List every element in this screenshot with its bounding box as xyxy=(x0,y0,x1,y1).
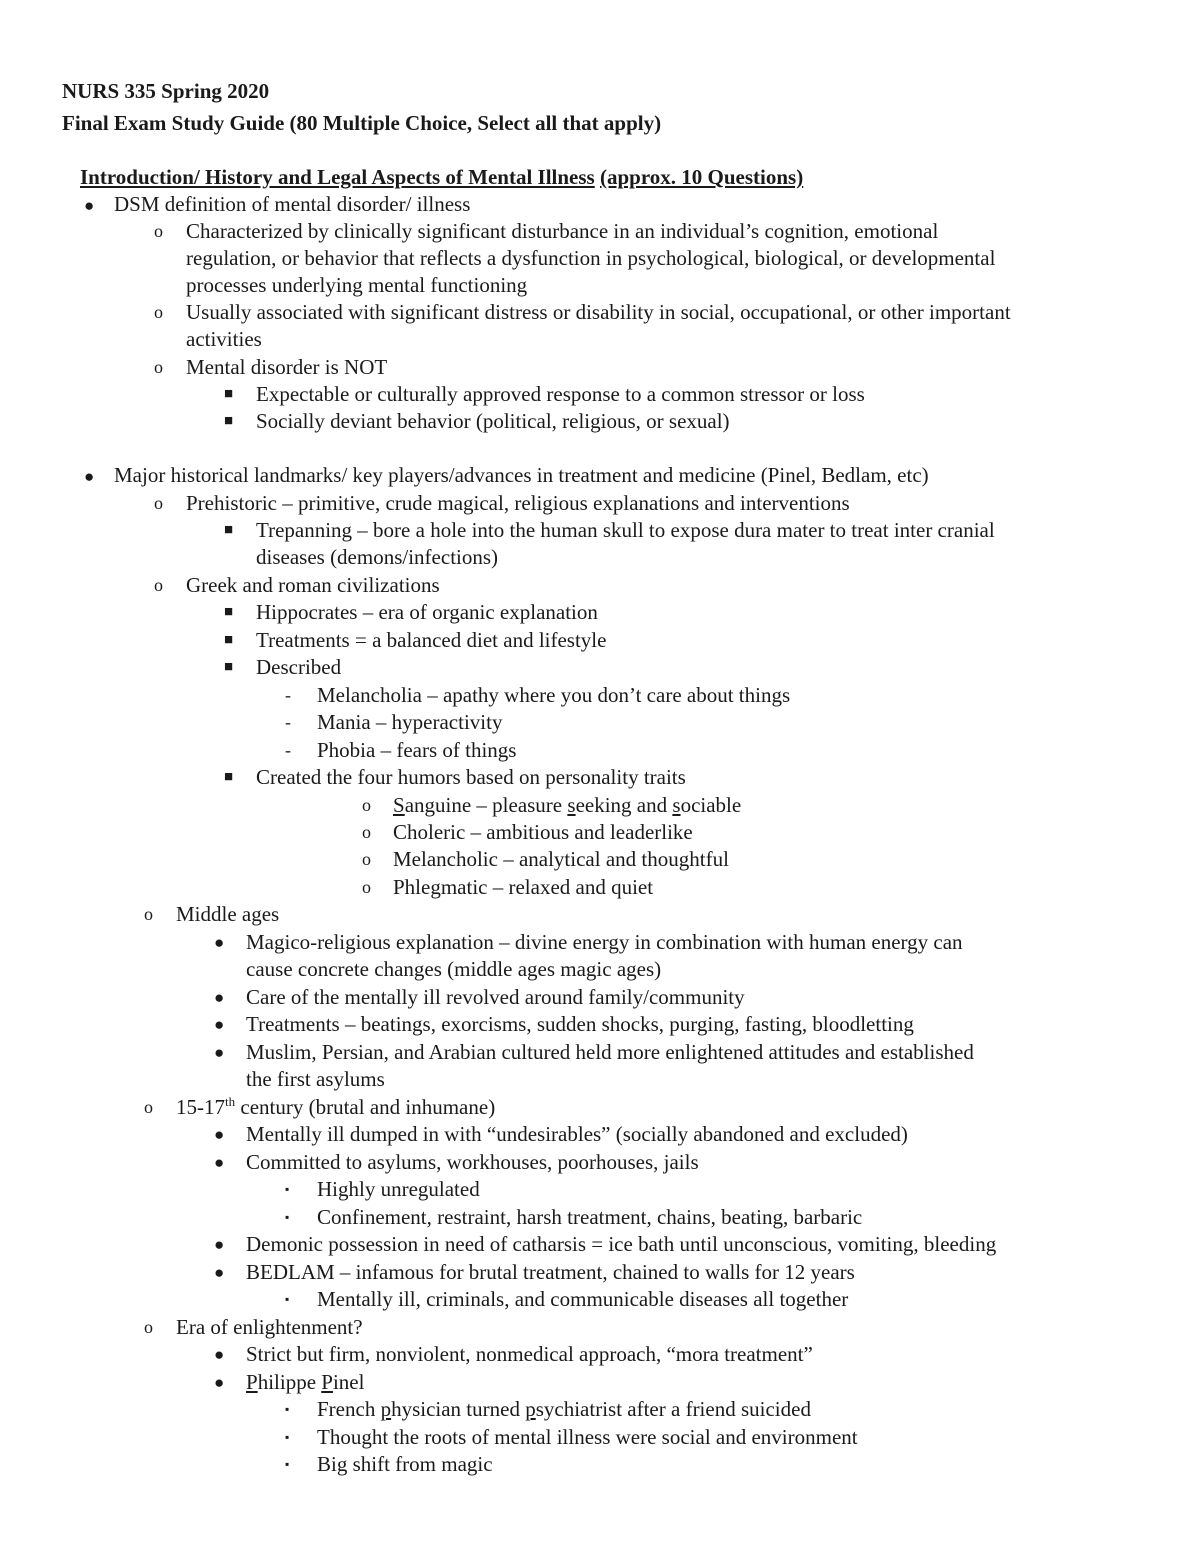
text-run: ociable xyxy=(680,793,742,817)
list-item: Mentally ill dumped in with “undesirables” (socially abandoned and excluded) xyxy=(246,1122,908,1146)
list-item xyxy=(393,792,741,819)
list-item: Confinement, restraint, harsh treatment, chains, beating, barbaric xyxy=(317,1205,863,1229)
text-run: 15-17 xyxy=(176,1095,225,1119)
list-item xyxy=(176,1094,495,1121)
list-item: DSM definition of mental disorder/ illness xyxy=(114,192,471,216)
underlined-letter: p xyxy=(525,1397,536,1421)
list-item: Prehistoric – primitive, crude magical, religious explanations and interventions xyxy=(186,491,850,515)
list-item-continuation: the first asylums xyxy=(246,1067,385,1091)
list-item xyxy=(317,1396,811,1423)
text-run: inel xyxy=(332,1370,365,1394)
list-item: Muslim, Persian, and Arabian cultured held more enlightened attitudes and established xyxy=(246,1040,974,1064)
bullet-small-square-icon: ▪ xyxy=(285,1457,290,1471)
list-item-continuation: regulation, or behavior that reflects a dysfunction in psychological, biological, or developmental xyxy=(186,246,996,270)
bullet-circle-icon: o xyxy=(154,575,163,595)
list-item: Strict but firm, nonviolent, nonmedical approach, “mora treatment” xyxy=(246,1342,813,1366)
bullet-small-square-icon: ▪ xyxy=(285,1402,290,1416)
underlined-letter: S xyxy=(393,793,405,817)
bullet-circle-icon: o xyxy=(154,493,163,513)
list-item: Described xyxy=(256,655,342,679)
section-question-count: (approx. 10 Questions) xyxy=(599,165,804,189)
bullet-disc-icon: ● xyxy=(214,1043,225,1062)
text-run: hysician turned xyxy=(391,1397,526,1421)
bullet-disc-icon: ● xyxy=(214,1345,225,1364)
underlined-letter: P xyxy=(246,1370,258,1394)
course-title: NURS 335 Spring 2020 xyxy=(62,79,270,103)
list-item: Greek and roman civilizations xyxy=(186,573,440,597)
list-item: Treatments – beatings, exorcisms, sudden shocks, purging, fasting, bloodletting xyxy=(246,1012,914,1036)
text-run: sychiatrist after a friend suicided xyxy=(535,1397,811,1421)
bullet-small-square-icon: ▪ xyxy=(285,1210,290,1224)
list-item: Committed to asylums, workhouses, poorhouses, jails xyxy=(246,1150,699,1174)
list-item: Middle ages xyxy=(176,902,280,926)
list-item: Care of the mentally ill revolved around family/community xyxy=(246,985,745,1009)
list-item: Trepanning – bore a hole into the human skull to expose dura mater to treat inter cranial xyxy=(256,518,995,542)
list-item: Melancholic – analytical and thoughtful xyxy=(393,847,729,871)
text-run: century (brutal and inhumane) xyxy=(235,1095,496,1119)
list-item-continuation: activities xyxy=(186,327,262,351)
bullet-square-icon: ■ xyxy=(224,522,234,538)
underlined-letter: s xyxy=(672,793,681,817)
bullet-square-icon: ■ xyxy=(224,632,234,648)
list-item: Big shift from magic xyxy=(317,1452,493,1476)
bullet-circle-icon: o xyxy=(362,822,371,842)
list-item: Thought the roots of mental illness were social and environment xyxy=(317,1425,858,1449)
list-item: Usually associated with significant distress or disability in social, occupational, or other important xyxy=(186,300,1011,324)
bullet-square-icon: ■ xyxy=(224,604,234,620)
bullet-circle-icon: o xyxy=(362,795,371,815)
bullet-disc-icon: ● xyxy=(214,988,225,1007)
list-item: Socially deviant behavior (political, religious, or sexual) xyxy=(256,409,730,433)
list-item: Created the four humors based on personality traits xyxy=(256,765,686,789)
list-item: Melancholia – apathy where you don’t care about things xyxy=(317,683,791,707)
list-item xyxy=(246,1369,364,1396)
bullet-circle-icon: o xyxy=(362,877,371,897)
list-item: Choleric – ambitious and leaderlike xyxy=(393,820,693,844)
bullet-small-square-icon: ▪ xyxy=(285,1292,290,1306)
list-item: Phobia – fears of things xyxy=(317,738,517,762)
list-item: Treatments = a balanced diet and lifestyle xyxy=(256,628,607,652)
bullet-disc-icon: ● xyxy=(214,1015,225,1034)
bullet-circle-icon: o xyxy=(144,1317,153,1337)
bullet-disc-icon: ● xyxy=(214,1263,225,1282)
bullet-dash-icon: - xyxy=(285,712,291,732)
bullet-square-icon: ■ xyxy=(224,659,234,675)
list-item: Mania – hyperactivity xyxy=(317,710,503,734)
list-item: Hippocrates – era of organic explanation xyxy=(256,600,598,624)
superscript: th xyxy=(225,1094,236,1109)
text-run: French xyxy=(317,1397,381,1421)
list-item: Expectable or culturally approved response to a common stressor or loss xyxy=(256,382,865,406)
list-item: Magico-religious explanation – divine energy in combination with human energy can xyxy=(246,930,963,954)
bullet-disc-icon: ● xyxy=(214,933,225,952)
list-item: Phlegmatic – relaxed and quiet xyxy=(393,875,654,899)
list-item-continuation: diseases (demons/infections) xyxy=(256,545,499,569)
list-item: Demonic possession in need of catharsis = ice bath until unconscious, vomiting, bleeding xyxy=(246,1232,997,1256)
bullet-circle-icon: o xyxy=(154,357,163,377)
list-item: Major historical landmarks/ key players/advances in treatment and medicine (Pinel, Bedlam, etc) xyxy=(114,463,929,487)
bullet-circle-icon: o xyxy=(154,221,163,241)
text-run: hilippe xyxy=(257,1370,322,1394)
bullet-disc-icon: ● xyxy=(214,1373,225,1392)
bullet-small-square-icon: ▪ xyxy=(285,1182,290,1196)
bullet-disc-icon: ● xyxy=(214,1235,225,1254)
bullet-circle-icon: o xyxy=(144,904,153,924)
bullet-small-square-icon: ▪ xyxy=(285,1430,290,1444)
bullet-dash-icon: - xyxy=(285,740,291,760)
bullet-dash-icon: - xyxy=(285,685,291,705)
list-item: BEDLAM – infamous for brutal treatment, chained to walls for 12 years xyxy=(246,1260,855,1284)
bullet-disc-icon: ● xyxy=(84,467,95,486)
list-item: Characterized by clinically significant disturbance in an individual’s cognition, emotional xyxy=(186,219,939,243)
list-item: Highly unregulated xyxy=(317,1177,480,1201)
underlined-letter: s xyxy=(567,793,576,817)
list-item: Mental disorder is NOT xyxy=(186,355,388,379)
bullet-disc-icon: ● xyxy=(214,1125,225,1144)
text-run: anguine – pleasure xyxy=(404,793,568,817)
bullet-circle-icon: o xyxy=(154,302,163,322)
document-subtitle: Final Exam Study Guide (80 Multiple Choice, Select all that apply) xyxy=(62,111,662,135)
list-item-continuation: cause concrete changes (middle ages magic ages) xyxy=(246,957,662,981)
bullet-disc-icon: ● xyxy=(84,196,95,215)
bullet-square-icon: ■ xyxy=(224,386,234,402)
section-title: Introduction/ History and Legal Aspects of Mental Illness xyxy=(80,165,595,189)
bullet-circle-icon: o xyxy=(144,1097,153,1117)
bullet-square-icon: ■ xyxy=(224,413,234,429)
list-item: Era of enlightenment? xyxy=(176,1315,363,1339)
underlined-letter: p xyxy=(380,1397,392,1421)
bullet-square-icon: ■ xyxy=(224,769,234,785)
bullet-circle-icon: o xyxy=(362,849,371,869)
section-heading xyxy=(80,164,803,191)
bullet-disc-icon: ● xyxy=(214,1153,225,1172)
underlined-letter: P xyxy=(321,1370,333,1394)
list-item: Mentally ill, criminals, and communicable diseases all together xyxy=(317,1287,849,1311)
list-item-continuation: processes underlying mental functioning xyxy=(186,273,528,297)
text-run: eeking and xyxy=(575,793,673,817)
